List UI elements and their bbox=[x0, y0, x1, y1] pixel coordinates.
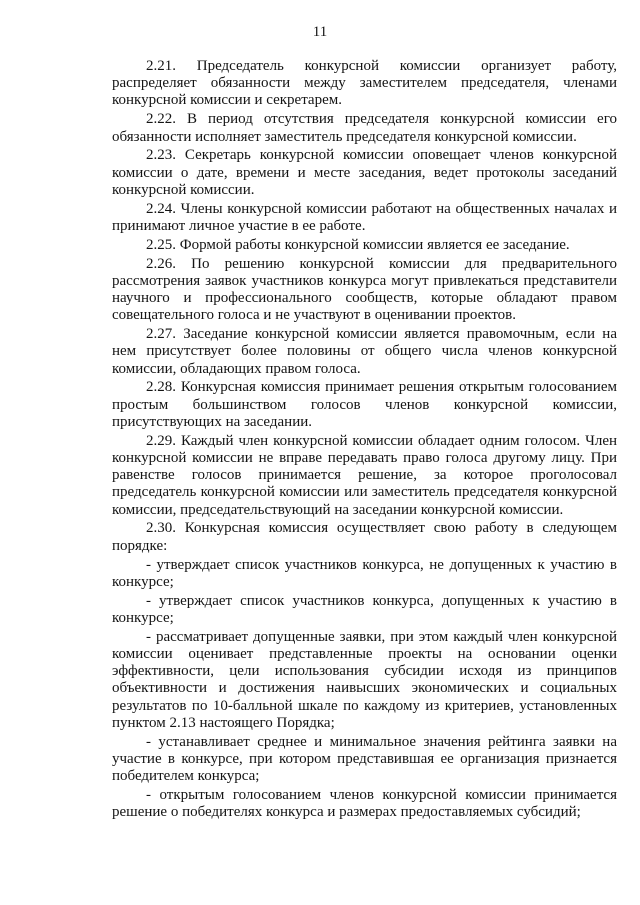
page-number: 11 bbox=[312, 24, 328, 40]
list-item-admitted-participants: - утверждает список участников конкурса, допущенных к участию в конкурсе; bbox=[112, 592, 617, 626]
list-item-excluded-participants: - утверждает список участников конкурса, не допущенных к участию в конкурсе; bbox=[112, 556, 617, 590]
list-item-review-applications: - рассматривает допущенные заявки, при этом каждый член конкурсной комиссии оценивает представленные проекты на основании оценки эффективности, цели использования субсидии исходя из принципов объективности и достижения наивысших экономических и социальных результатов по 10-балльной шкале по каждому из критериев, установленных пунктом 2.13 настоящего Порядка; bbox=[112, 628, 617, 731]
clause-2-23: 2.23. Секретарь конкурсной комиссии оповещает членов конкурсной комиссии о дате, времени и месте заседания, ведет протоколы заседаний конкурсной комиссии. bbox=[112, 147, 617, 198]
clause-2-26: 2.26. По решению конкурсной комиссии для предварительного рассмотрения заявок участников конкурса могут привлекаться представители научного и профессионального сообществ, которые обладают правом совещательного голоса и не участвуют в оценивании проектов. bbox=[112, 255, 617, 324]
list-item-open-vote-winners: - открытым голосованием членов конкурсной комиссии принимается решение о победителях конкурса и размерах предоставляемых субсидий; bbox=[112, 786, 617, 821]
document-body bbox=[112, 58, 617, 821]
clause-2-25: 2.25. Формой работы конкурсной комиссии является ее заседание. bbox=[146, 236, 570, 253]
clause-2-27: 2.27. Заседание конкурсной комиссии является правомочным, если на нем присутствует более половины от общего числа членов конкурсной комиссии, обладающих правом голоса. bbox=[112, 326, 617, 377]
list-item-rating-thresholds: - устанавливает среднее и минимальное значения рейтинга заявки на участие в конкурсе, при котором представившая ее организация признается победителем конкурса; bbox=[112, 733, 617, 785]
clause-2-30: 2.30. Конкурсная комиссия осуществляет свою работу в следующем порядке: bbox=[112, 520, 617, 554]
clause-2-24: 2.24. Члены конкурсной комиссии работают на общественных началах и принимают личное участие в ее работе. bbox=[112, 200, 617, 234]
clause-2-22: 2.22. В период отсутствия председателя конкурсной комиссии его обязанности исполняет заместитель председателя конкурсной комиссии. bbox=[112, 111, 617, 145]
clause-2-28: 2.28. Конкурсная комиссия принимает решения открытым голосованием простым большинством голосов членов конкурсной комиссии, присутствующих на заседании. bbox=[112, 379, 617, 430]
clause-2-29: 2.29. Каждый член конкурсной комиссии обладает одним голосом. Член конкурсной комиссии не вправе передавать право голоса другому лицу. При равенстве голосов принимается решение, за которое проголосовал председатель конкурсной комиссии или заместитель председателя конкурсной комиссии, председательствующий на заседании конкурсной комиссии. bbox=[112, 432, 617, 518]
clause-2-21: 2.21. Председатель конкурсной комиссии организует работу, распределяет обязанности между заместителем председателя, членами конкурсной комиссии и секретарем. bbox=[112, 58, 617, 109]
